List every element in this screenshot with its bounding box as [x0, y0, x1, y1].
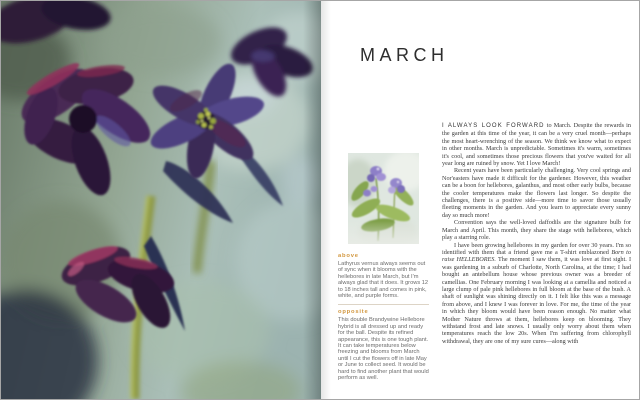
caption-opposite-heading: opposite: [338, 309, 369, 316]
caption-opposite-text: This double Brandywine Hellebore hybrid is all dressed up and ready for the ball. Despite its refined appearance, this is one tough plant. It can take temperatures below freezing and blooms from March until I cut the flowers off in late May or June to collect seed. It would be hard to find another plant that would perform as well.: [338, 317, 429, 382]
right-page: [321, 1, 639, 399]
caption-divider: [338, 304, 429, 305]
inset-photo-frame: [348, 153, 419, 244]
captions-column: [338, 253, 429, 382]
paragraph-1-text: to March. Despite the rewards in the garden at this time of the year, it can be a very cruel month—perhaps the most heart-wrenching of the season. We think we know what to expect in other months. March is unpredictable. Sometimes it's warm, sometimes it's cool, and sometimes those precious flowers that you've waited for all year long are ruined by snow. Yet I love March!: [442, 122, 631, 168]
paragraph-1: [442, 122, 631, 167]
chapter-title: MARCH: [360, 45, 449, 65]
hellebore-photo-illustration: [1, 1, 321, 399]
caption-above-heading: above: [338, 253, 359, 259]
paragraph-2: Recent years have been particularly challenging. Very cool springs and Nor'easters have made it difficult for the gardener. However, this weather can be a boon for hellebores, galanthus, and most other early bulbs, because the cooler temperatures make the flowers last longer. So despite the challenges, there is a positive side—more time to savor those usually fleeting moments in the garden. And you learn to appreciate every sunny day so much more!: [442, 167, 631, 219]
paragraph-4-text-end: The moment I saw them, it was love at first sight. I was gardening in a suburb of Charlotte, North Carolina, at the time; I had bought an antebellum house whose previous owner was a breeder of camellias. One February morning I was looking at a camellia and noticed a large clump of pale pink hellebores in full bloom at the base of the bush. A shaft of sunlight was shining directly on it. I felt like this was a message from above, and I knew I was forever in love. For me, the time of the year in which they bloom would have been reason enough. No matter what Mother Nature throws at them, hellebores keep on blooming. They withstand frost and late snows. I usually only worry about them when temperatures reach the low 20s. When I'm suffering from chlorophyll withdrawal, they are one of my sure cures—along with: [442, 256, 631, 345]
lathyrus-photo-illustration: [348, 153, 419, 244]
paragraph-3: Convention says the well-loved daffodils are the signature bulb for March and April. This month, they share the stage with hellebores, which play a starring role.: [442, 219, 631, 242]
lead-in-phrase: I ALWAYS LOOK FORWARD: [442, 123, 545, 129]
caption-above-text: Lathyrus vernus always seems out of sync when it blooms with the hellebores in late March, but I'm always glad that it does. It grows 12 to 18 inches tall and comes in pink, white, and purple forms.: [338, 261, 429, 300]
paragraph-4: [442, 242, 631, 346]
paragraph-4-italic-phrase: Born to raise HELLEBORES.: [442, 248, 631, 264]
paragraph-4-text-start: I have been growing hellebores in my garden for over 30 years. I'm so identified with them that a friend gave me a T-shirt emblazoned: [442, 241, 631, 256]
body-text: [442, 122, 631, 345]
caption-above: [338, 253, 429, 299]
left-page: [1, 1, 321, 399]
caption-opposite: [338, 309, 429, 381]
